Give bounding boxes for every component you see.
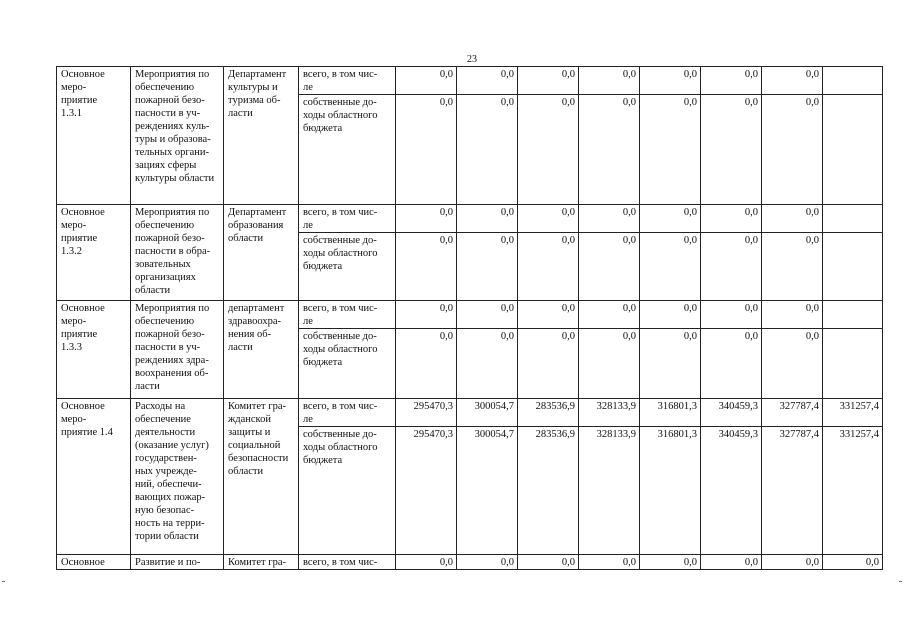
amount-cell: 0,0: [762, 67, 823, 95]
amount-cell: 295470,3: [396, 427, 457, 555]
amount-cell: 0,0: [396, 301, 457, 329]
amount-cell: 0,0: [518, 67, 579, 95]
amount-cell: 0,0: [640, 67, 701, 95]
table-row: [57, 555, 883, 570]
amount-cell: 0,0: [396, 233, 457, 301]
amount-cell: 0,0: [762, 555, 823, 570]
funding-source-cell: собственные до- ходы областного бюджета: [299, 427, 396, 555]
amount-cell: 340459,3: [701, 427, 762, 555]
funding-source-cell: всего, в том чис- ле: [299, 301, 396, 329]
amount-cell: 340459,3: [701, 399, 762, 427]
amount-cell: 0,0: [701, 95, 762, 205]
table-row: [57, 399, 883, 427]
amount-cell: 327787,4: [762, 399, 823, 427]
amount-cell: 0,0: [579, 67, 640, 95]
amount-cell: 0,0: [701, 67, 762, 95]
amount-cell: 0,0: [396, 95, 457, 205]
executor-cell: департамент здравоохра- нения об- ласти: [224, 301, 299, 399]
amount-cell: 283536,9: [518, 427, 579, 555]
right-edge-mark: [899, 581, 902, 582]
amount-cell: 0,0: [518, 555, 579, 570]
activity-code-cell: Основное меро- приятие 1.3.2: [57, 205, 131, 301]
amount-cell: 331257,4: [823, 399, 883, 427]
amount-cell: 300054,7: [457, 399, 518, 427]
amount-cell: 0,0: [701, 233, 762, 301]
amount-cell: 0,0: [457, 555, 518, 570]
amount-cell: 0,0: [762, 95, 823, 205]
amount-cell: 0,0: [518, 95, 579, 205]
amount-cell: 0,0: [457, 233, 518, 301]
amount-cell: [823, 95, 883, 205]
amount-cell: 0,0: [518, 205, 579, 233]
funding-source-cell: собственные до- ходы областного бюджета: [299, 95, 396, 205]
amount-cell: 0,0: [579, 329, 640, 399]
amount-cell: 0,0: [640, 301, 701, 329]
table-row: [57, 67, 883, 95]
amount-cell: 0,0: [457, 329, 518, 399]
amount-cell: 283536,9: [518, 399, 579, 427]
amount-cell: 331257,4: [823, 427, 883, 555]
amount-cell: 0,0: [701, 301, 762, 329]
amount-cell: 0,0: [640, 329, 701, 399]
funding-source-cell: собственные до- ходы областного бюджета: [299, 329, 396, 399]
amount-cell: 300054,7: [457, 427, 518, 555]
amount-cell: 0,0: [457, 301, 518, 329]
amount-cell: 0,0: [579, 233, 640, 301]
executor-cell: Департамент культуры и туризма об- ласти: [224, 67, 299, 205]
amount-cell: [823, 233, 883, 301]
funding-source-cell: собственные до- ходы областного бюджета: [299, 233, 396, 301]
executor-cell: Комитет гра-: [224, 555, 299, 570]
funding-source-cell: всего, в том чис- ле: [299, 399, 396, 427]
amount-cell: 0,0: [396, 329, 457, 399]
executor-cell: Департамент образования области: [224, 205, 299, 301]
amount-cell: [823, 301, 883, 329]
table-body: [57, 67, 883, 570]
amount-cell: 0,0: [579, 205, 640, 233]
amount-cell: 0,0: [396, 67, 457, 95]
amount-cell: 0,0: [457, 95, 518, 205]
funding-source-cell: всего, в том чис- ле: [299, 205, 396, 233]
activity-code-cell: Основное меро- приятие 1.3.3: [57, 301, 131, 399]
funding-source-cell: всего, в том чис- ле: [299, 67, 396, 95]
amount-cell: 0,0: [457, 205, 518, 233]
amount-cell: 327787,4: [762, 427, 823, 555]
activity-name-cell: Расходы на обеспечение деятельности (оказание услуг) государствен- ных учрежде- ний, обеспечи- вающих пожар- ную безопас- ность на терри- тории области: [131, 399, 224, 555]
amount-cell: 0,0: [701, 555, 762, 570]
amount-cell: 0,0: [701, 205, 762, 233]
amount-cell: 295470,3: [396, 399, 457, 427]
activity-name-cell: Развитие и по-: [131, 555, 224, 570]
amount-cell: [823, 205, 883, 233]
amount-cell: 0,0: [762, 301, 823, 329]
amount-cell: 328133,9: [579, 427, 640, 555]
funding-source-cell: всего, в том чис-: [299, 555, 396, 570]
amount-cell: 0,0: [640, 95, 701, 205]
amount-cell: 0,0: [640, 205, 701, 233]
amount-cell: 0,0: [518, 329, 579, 399]
activity-code-cell: Основное меро- приятие 1.4: [57, 399, 131, 555]
amount-cell: 316801,3: [640, 399, 701, 427]
activity-name-cell: Мероприятия по обеспечению пожарной безо- пасности в обра- зовательных организациях области: [131, 205, 224, 301]
amount-cell: 316801,3: [640, 427, 701, 555]
amount-cell: 0,0: [640, 233, 701, 301]
activity-code-cell: Основное меро- приятие 1.3.1: [57, 67, 131, 205]
amount-cell: 0,0: [762, 205, 823, 233]
amount-cell: 0,0: [396, 555, 457, 570]
amount-cell: 0,0: [579, 301, 640, 329]
amount-cell: 328133,9: [579, 399, 640, 427]
table-row: [57, 301, 883, 329]
amount-cell: 0,0: [762, 329, 823, 399]
amount-cell: 0,0: [823, 555, 883, 570]
page-number: 23: [467, 54, 477, 65]
activity-name-cell: Мероприятия по обеспечению пожарной безо- пасности в уч- реждениях куль- туры и образова- тельных органи- зациях сферы культуры области: [131, 67, 224, 205]
amount-cell: 0,0: [640, 555, 701, 570]
program-table: [56, 66, 883, 570]
activity-code-cell: Основное: [57, 555, 131, 570]
amount-cell: 0,0: [579, 95, 640, 205]
amount-cell: 0,0: [396, 205, 457, 233]
amount-cell: 0,0: [457, 67, 518, 95]
table-row: [57, 205, 883, 233]
executor-cell: Комитет гра- жданской защиты и социальной безопасности области: [224, 399, 299, 555]
activity-name-cell: Мероприятия по обеспечению пожарной безо- пасности в уч- реждениях здра- воохранения об- ласти: [131, 301, 224, 399]
amount-cell: [823, 67, 883, 95]
left-edge-mark: [2, 581, 5, 582]
amount-cell: 0,0: [579, 555, 640, 570]
amount-cell: 0,0: [518, 233, 579, 301]
amount-cell: 0,0: [701, 329, 762, 399]
amount-cell: 0,0: [762, 233, 823, 301]
amount-cell: 0,0: [518, 301, 579, 329]
amount-cell: [823, 329, 883, 399]
